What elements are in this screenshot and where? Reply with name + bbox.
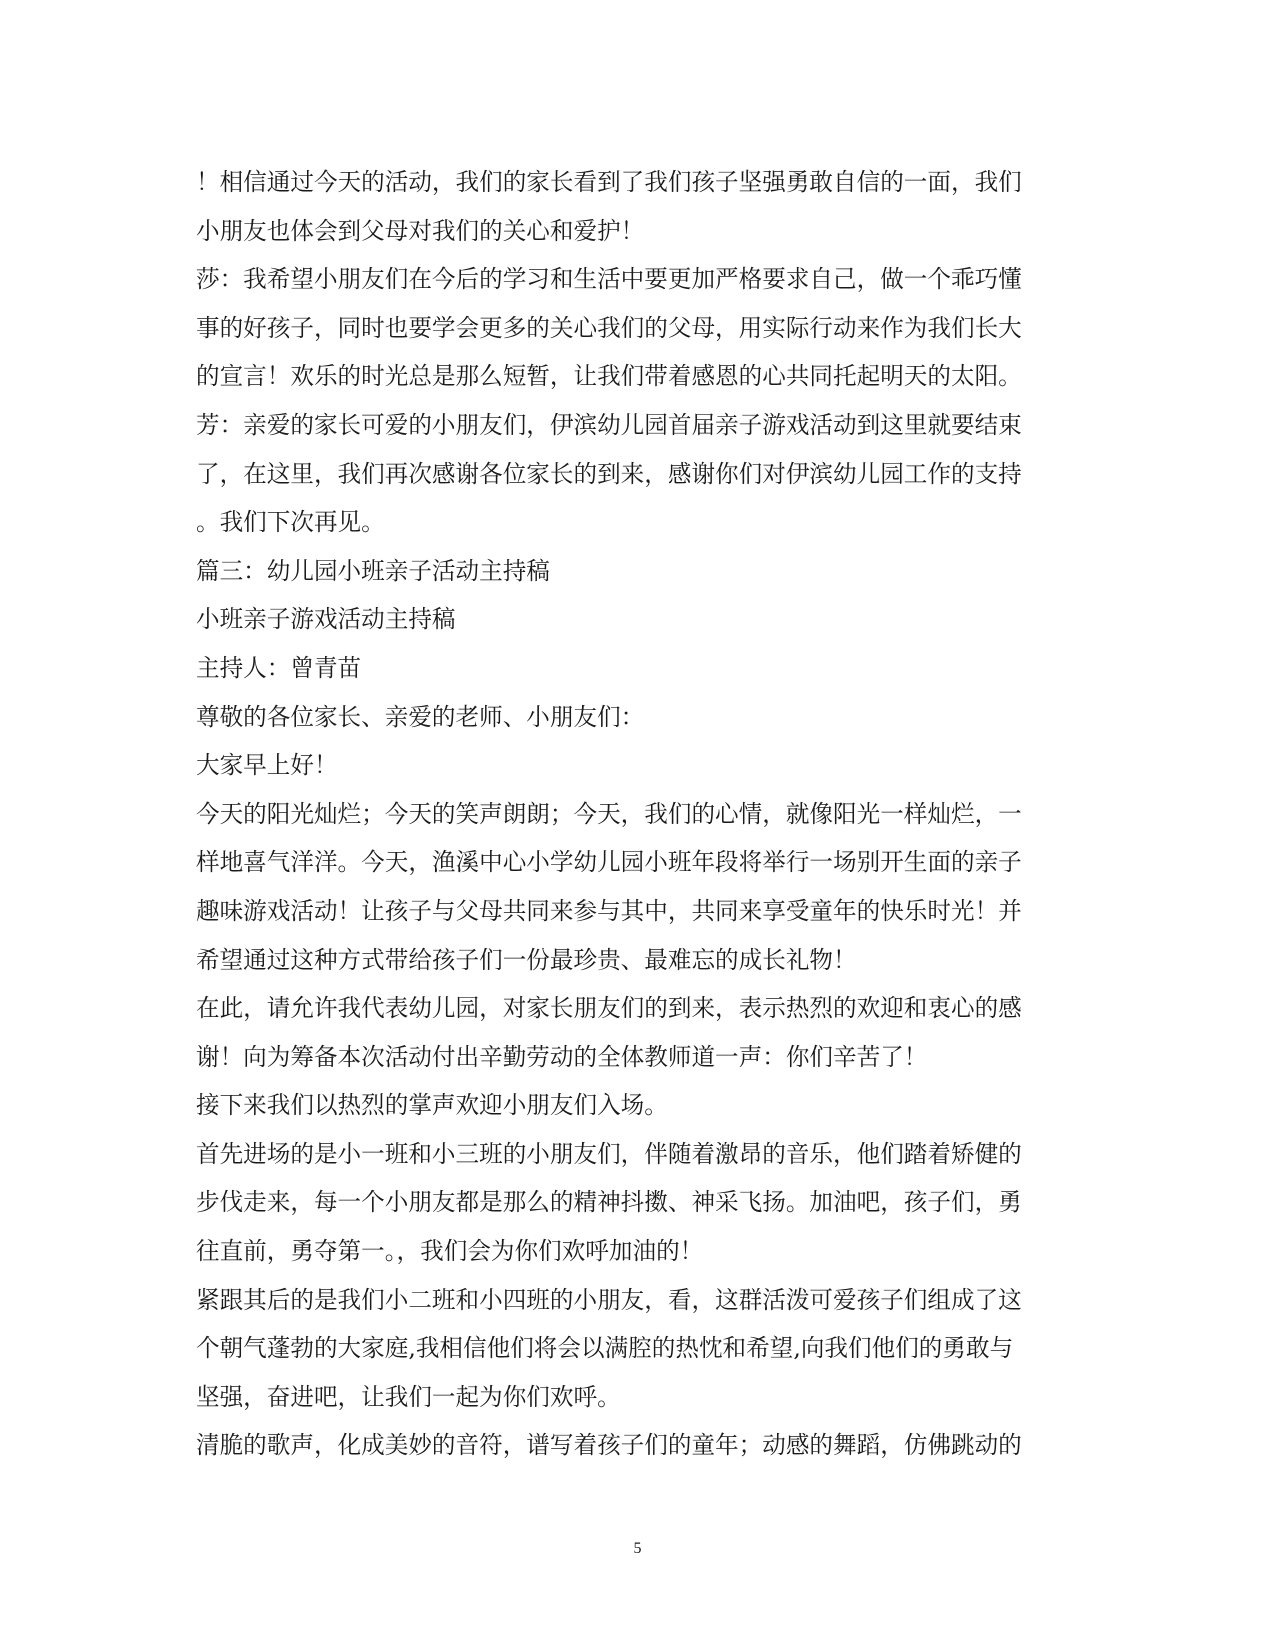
text-line: 莎：我希望小朋友们在今后的学习和生活中要更加严格要求自己，做一个乖巧懂 (196, 265, 1022, 294)
text-line: 个朝气蓬勃的大家庭,我相信他们将会以满腔的热忱和希望,向我们他们的勇敢与 (196, 1334, 1014, 1363)
text-line: 芳：亲爱的家长可爱的小朋友们，伊滨幼儿园首届亲子游戏活动到这里就要结束 (196, 410, 1022, 439)
text-line: 。我们下次再见。 (196, 508, 385, 537)
document-title: 小班亲子游戏活动主持稿 (196, 605, 456, 634)
text-line: 首先进场的是小一班和小三班的小朋友们，伴随着激昂的音乐，他们踏着矫健的 (196, 1139, 1022, 1168)
text-line: 步伐走来，每一个小朋友都是那么的精神抖擞、神采飞扬。加油吧，孩子们，勇 (196, 1188, 1022, 1217)
text-line: 清脆的歌声，化成美妙的音符，谱写着孩子们的童年；动感的舞蹈，仿佛跳动的 (196, 1431, 1022, 1460)
text-line: 小朋友也体会到父母对我们的关心和爱护！ (196, 216, 645, 245)
body-text (196, 158, 1076, 1470)
text-line: 希望通过这种方式带给孩子们一份最珍贵、最难忘的成长礼物！ (196, 945, 857, 974)
text-line: 趣味游戏活动！让孩子与父母共同来参与其中，共同来享受童年的快乐时光！并 (196, 896, 1022, 925)
text-line: 今天的阳光灿烂；今天的笑声朗朗；今天，我们的心情，就像阳光一样灿烂，一 (196, 799, 1022, 828)
text-line: 的宣言！欢乐的时光总是那么短暂，让我们带着感恩的心共同托起明天的太阳。 (196, 362, 1022, 391)
text-line: 往直前，勇夺第一。，我们会为你们欢呼加油的！ (196, 1237, 704, 1266)
page-number: 5 (633, 1540, 642, 1557)
text-line: 谢！向为筹备本次活动付出辛勤劳动的全体教师道一声：你们辛苦了！ (196, 1042, 928, 1071)
text-line: 紧跟其后的是我们小二班和小四班的小朋友，看，这群活泼可爱孩子们组成了这 (196, 1285, 1022, 1314)
text-line: 坚强，奋进吧，让我们一起为你们欢呼。 (196, 1382, 621, 1411)
text-line: 样地喜气洋洋。今天，渔溪中心小学幼儿园小班年段将举行一场别开生面的亲子 (196, 848, 1022, 877)
text-line: 事的好孩子，同时也要学会更多的关心我们的父母，用实际行动来作为我们长大 (196, 313, 1022, 342)
host-line: 主持人：曾青苗 (196, 653, 362, 682)
section-heading: 篇三：幼儿园小班亲子活动主持稿 (196, 556, 550, 585)
salutation: 尊敬的各位家长、亲爱的老师、小朋友们： (196, 702, 645, 731)
text-line: 接下来我们以热烈的掌声欢迎小朋友们入场。 (196, 1091, 668, 1120)
text-line: ！相信通过今天的活动，我们的家长看到了我们孩子坚强勇敢自信的一面，我们 (196, 168, 1022, 196)
greeting: 大家早上好！ (196, 751, 338, 780)
text-line: 了，在这里，我们再次感谢各位家长的到来，感谢你们对伊滨幼儿园工作的支持 (196, 459, 1022, 488)
text-line: 在此，请允许我代表幼儿园，对家长朋友们的到来，表示热烈的欢迎和衷心的感 (196, 994, 1022, 1023)
